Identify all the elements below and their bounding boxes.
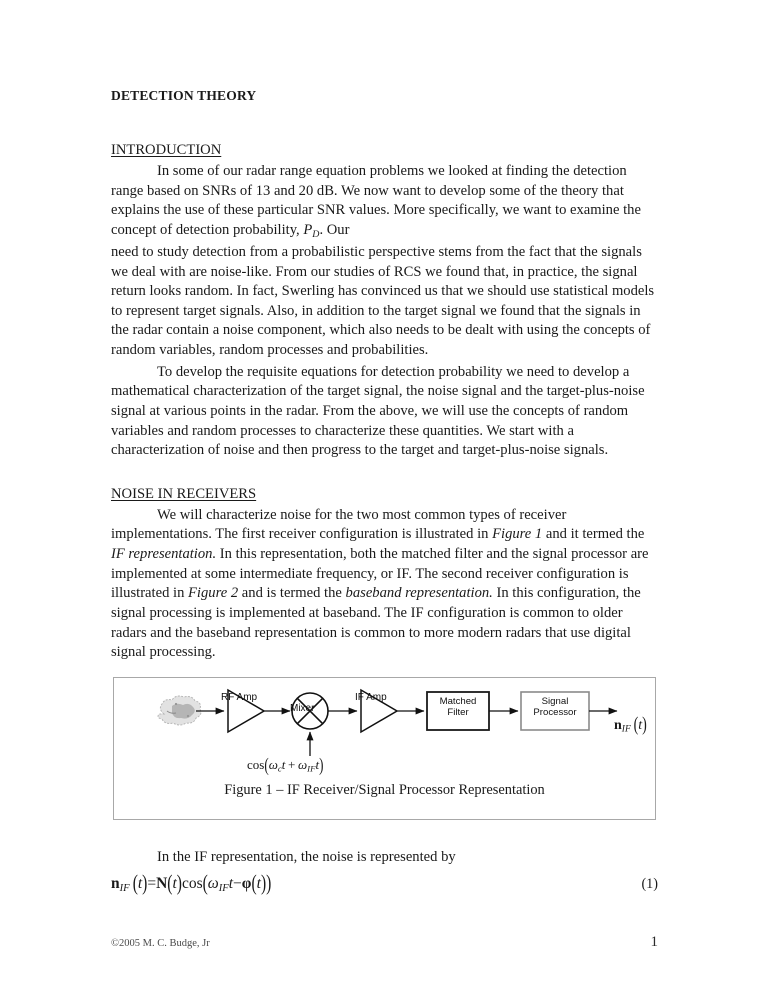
output-open-paren: (	[633, 714, 639, 737]
eq-t4: t	[256, 875, 261, 892]
matched-filter-label-line1: Matched	[439, 696, 477, 707]
lo-plus: +	[288, 757, 296, 772]
signal-processor-label-line2: Processor	[533, 706, 577, 718]
eq-close-paren-1: )	[142, 870, 148, 896]
eq-t1: t	[137, 875, 143, 892]
inline-math-pd	[300, 222, 320, 238]
pd-symbol: P	[303, 221, 313, 238]
eq-open-paren-1: (	[132, 870, 138, 896]
equation-1-row	[111, 870, 658, 896]
eq-n-sub: IF	[119, 882, 130, 894]
eq-phi: φ	[241, 875, 252, 892]
eq-close-paren-3: )	[266, 870, 272, 896]
figure-1-reference: Figure 1	[492, 526, 543, 543]
footer-copyright: ©2005 M. C. Budge, Jr	[111, 938, 210, 949]
noise-par-a: We will characterize noise for the two most common types of receiver implementations. The first receiver configuration is illustrated in	[111, 506, 567, 543]
output-t: t	[638, 718, 643, 733]
equation-intro-text: In the IF representation, the noise is represented by	[157, 849, 456, 865]
lo-close-paren: )	[319, 753, 324, 776]
eq-cos: cos	[181, 875, 203, 892]
noise-par-b: and it termed the	[542, 526, 645, 543]
eq-t2: t	[172, 875, 177, 892]
eq-omega-sub: IF	[218, 882, 229, 894]
baseband-representation-term: baseband representation.	[345, 585, 493, 602]
output-signal-label	[614, 714, 647, 737]
document-content	[111, 88, 658, 663]
if-amp-label: IF Amp	[355, 692, 387, 703]
equation-1-number: (1)	[641, 876, 658, 892]
output-close-paren: )	[642, 714, 647, 737]
paragraph-intro-1	[111, 162, 658, 241]
noise-par-c: In this representation, both the matched filter and the signal processor are implemented at some intermediate frequency, or IF. The second receiver configuration is illustrated in	[111, 546, 649, 602]
figure-1-container	[113, 677, 656, 820]
noise-par-d: and is termed the	[238, 585, 346, 602]
eq-minus: −	[233, 875, 242, 892]
eq-close-paren-4: )	[260, 870, 267, 896]
eq-n: n	[111, 875, 120, 892]
lo-omega-if-sub: IF	[307, 763, 316, 774]
paragraph-intro-1-tail: . Our	[319, 221, 350, 238]
section-heading-introduction: INTRODUCTION	[111, 142, 222, 158]
section-heading-noise-in-receivers: NOISE IN RECEIVERS	[111, 485, 257, 502]
matched-filter-label	[427, 697, 489, 718]
paragraph-noise-1	[111, 506, 658, 663]
eq-close-paren-2: )	[176, 870, 182, 896]
figure-2-reference: Figure 2	[188, 585, 239, 602]
signal-processor-label	[521, 697, 589, 718]
eq-equals: =	[147, 875, 157, 892]
lo-omega-c-sub: c	[277, 763, 282, 774]
output-n: n	[614, 718, 622, 733]
eq-N: N	[156, 875, 168, 892]
eq-open-paren-3: (	[202, 870, 208, 896]
paragraph-intro-2: To develop the requisite equations for detection probability we need to develop a mathematical characterization of the target signal, the noise signal and the target-plus-noise signal at various points in the radar. From the above, we will use the concepts of random variables and random processes to characterize these quantities. We start with a characterization of noise and then progress to the target and target-plus-noise signals.	[111, 363, 645, 459]
signal-processor-label-line1: Signal	[541, 696, 569, 707]
target-clutter-icon	[158, 696, 201, 725]
page-title: DETECTION THEORY	[111, 88, 257, 103]
lo-t2: t	[315, 757, 320, 772]
eq-omega: ω	[207, 875, 219, 892]
local-oscillator-equation	[247, 753, 324, 776]
lo-cos: cos	[247, 757, 265, 772]
equation-1-body	[111, 870, 272, 896]
footer-page-number: 1	[650, 934, 658, 950]
page-footer	[111, 934, 658, 951]
lo-omega-if: ω	[297, 757, 308, 772]
lo-t1: t	[281, 757, 286, 772]
matched-filter-label-line2: Filter	[447, 706, 469, 718]
lo-open-paren: (	[264, 753, 269, 776]
eq-open-paren-2: (	[167, 870, 173, 896]
noise-par-e: In this configuration, the signal processing is implemented at baseband. The IF configuration is common to older radars and the baseband representation is common to more modern radars that use digital signal processing.	[111, 585, 641, 661]
if-representation-term: IF representation.	[111, 546, 217, 563]
figure-1-caption: Figure 1 – IF Receiver/Signal Processor Representation	[224, 782, 545, 798]
eq-open-paren-4: (	[251, 870, 257, 896]
paragraph-intro-1-cont: need to study detection from a probabilistic perspective stems from the fact that the signals we deal with are noise-like. From our studies of RCS we found that, in practice, the signal return looks random. In fact, Swerling has convinced us that we should use statistical models to represent target signals. Also, in addition to the target signal we found that the signals in the radar contain a noise component, which also needs to be dealt with using the concepts of random variables, random processes and probabilities.	[111, 243, 655, 359]
output-n-sub: IF	[621, 724, 631, 735]
paragraph-intro-1-text: In some of our radar range equation problems we looked at finding the detection range based on SNRs of 13 and 20 dB. We now want to develop some of the theory that explains the use of these particular SNR values. More specifically, we want to examine the concept of detection probability,	[111, 163, 641, 238]
mixer-label: Mixer	[290, 703, 315, 714]
lo-omega-c: ω	[268, 757, 278, 772]
pd-subscript: D	[312, 228, 320, 240]
rf-amp-label: RF Amp	[221, 692, 258, 703]
eq-t3: t	[228, 875, 234, 892]
